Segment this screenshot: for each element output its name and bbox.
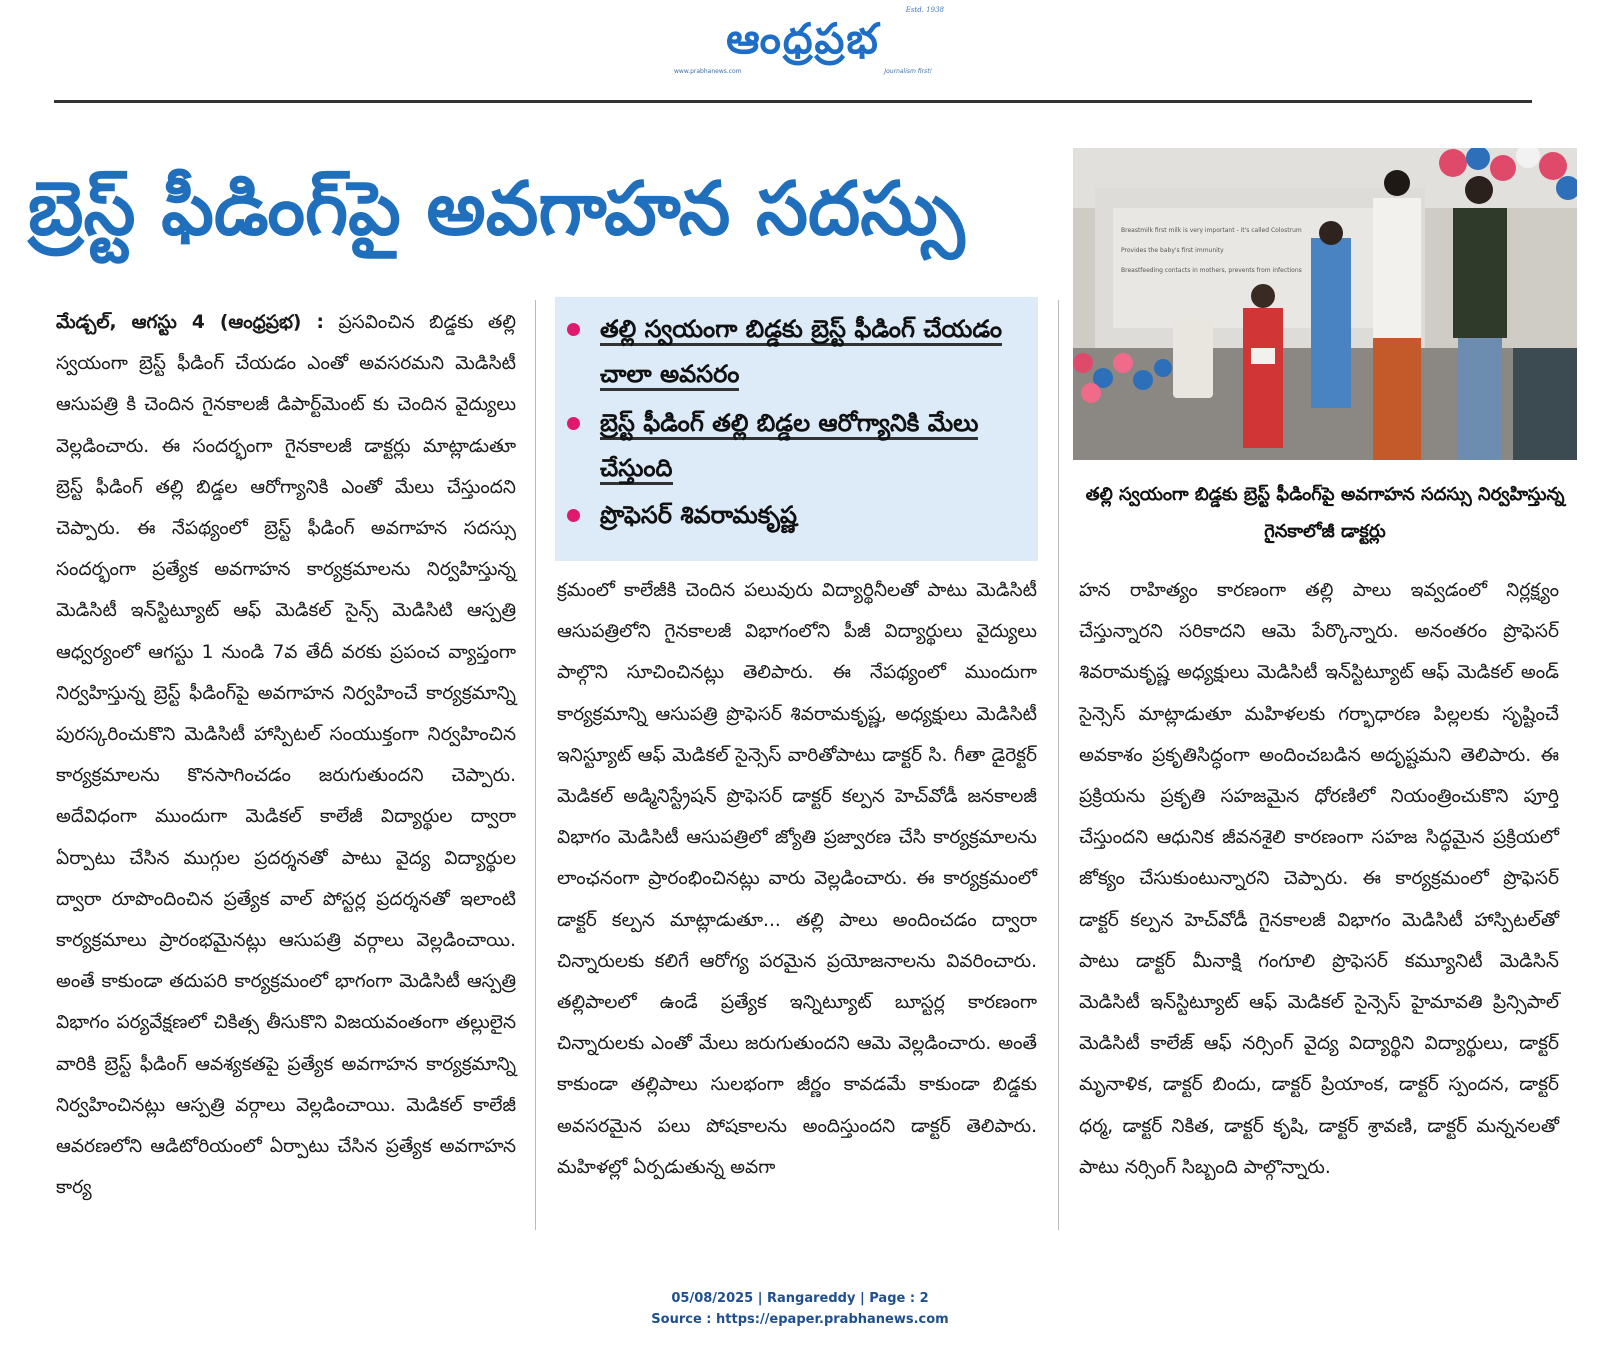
slide-line-1: Breastmilk first milk is very important - it's called Colostrum xyxy=(1121,227,1302,234)
article-text: క్రమంలో కాలేజీకి చెందిన పలువురు విద్యార్థినీలతో పాటు మెడిసిటీ ఆసుపత్రిలోని గైనకాలజీ విభాగంలోని పీజీ విద్యార్థులు వైద్యులు పాల్గొని సూచించినట్లు తెలిపారు. ఈ నేపథ్యంలో ముందుగా కార్యక్రమాన్ని ఆసుపత్రి ప్రొఫెసర్ శివరామకృష్ణ, అధ్యక్షులు మెడిసిటీ ఇనిస్ట్యూట్ ఆఫ్ మెడికల్ సైన్సెస్ వారితోపాటు డాక్టర్ సి. గీతా డైరెక్టర్ మెడికల్ అడ్మినిస్ట్రేషన్ ప్రొఫెసర్ డాక్టర్ కల్పన హెచ్‌వోడీ జనకాలజీ విభాగం మెడిసిటీ ఆసుపత్రిలో జ్యోతి ప్రజ్వారణ చేసి కార్యక్రమాలను లాంఛనంగా ప్రారంభించినట్లు వారు వెల్లడించారు. ఈ కార్యక్రమంలో డాక్టర్ కల్పన మాట్లాడుతూ... తల్లి పాలు అందించడం ద్వారా చిన్నారులకు కలిగే ఆరోగ్య పరమైన ప్రయోజనాలను వివరించారు. తల్లిపాలలో ఉండే ప్రత్యేక ఇన్నిట్యూట్ బూస్టర్ల కారణంగా చిన్నారులకు ఎంతో మేలు జరుగుతుందని ఆమె వెల్లడించారు. అంతే కాకుండా తల్లిపాలు సులభంగా జీర్ణం కావడమే కాకుండా బిడ్డకు అవసరమైన పలు పోషకాలను అందిస్తుందని డాక్టర్ తెలిపారు. మహిళల్లో ఏర్పడుతున్న అవగా xyxy=(557,580,1037,1178)
article-text: హన రాహిత్యం కారణంగా తల్లి పాలు ఇవ్వడంలో నిర్లక్ష్యం చేస్తున్నారని సరికాదని ఆమె పేర్కొన్నారు. అనంతరం ప్రొఫెసర్ శివరామకృష్ణ అధ్యక్షులు మెడిసిటీ ఇన్‌స్టిట్యూట్ ఆఫ్ మెడికల్ అండ్ సైన్సెస్ మాట్లాడుతూ మహిళలకు గర్భాధారణ పిల్లలకు సృష్టించే అవకాశం ప్రకృతిసిద్ధంగా అందించబడిన అదృష్టమని తెలిపారు. ఈ ప్రక్రియను ప్రకృతి సహజమైన ధోరణిలో నియంత్రించుకొని పూర్తి చేస్తుందని ఆధునిక జీవనశైలి కారణంగా సహజ సిద్ధమైన ప్రక్రియలో జోక్యం చేసుకుంటున్నారని చెప్పారు. ఈ కార్యక్రమంలో ప్రొఫెసర్ డాక్టర్ కల్పన హెచ్‌వోడీ గైనకాలజీ విభాగం మెడిసిటీ హాస్పిటల్‌తో పాటు డాక్టర్ మీనాక్షి గంగూలి ప్రొఫెసర్ కమ్యూనిటీ మెడిసిన్ మెడిసిటీ ఇన్‌స్టిట్యూట్ ఆఫ్ మెడికల్ సైన్సెస్ హైమావతి ప్రిన్సిపాల్ మెడిసిటీ కాలేజ్ ఆఫ్ నర్సింగ్ వైద్య విద్యార్థిని విద్యార్థులు, డాక్టర్ మృనాళిక, డాక్టర్ బిందు, డాక్టర్ ప్రియాంక, డాక్టర్ స్పందన, డాక్టర్ ధర్మ, డాక్టర్ నికిత, డాక్టర్ కృషి, డాక్టర్ శ్రావణి, డాక్టర్ మన్ననలతో పాటు నర్సింగ్ సిబ్బంది పాల్గొన్నారు. xyxy=(1079,580,1559,1178)
masthead-rule xyxy=(54,100,1532,103)
article-column-2 xyxy=(557,570,1037,1188)
bullet-icon xyxy=(567,509,580,522)
slide-line-2: Provides the baby's first immunity xyxy=(1121,247,1224,254)
masthead xyxy=(672,6,944,76)
footer xyxy=(0,1288,1600,1330)
highlight-text: బ్రెస్ట్ ఫీడింగ్ తల్లి బిడ్డల ఆరోగ్యానికి మేలు చేస్తుంది xyxy=(600,409,978,485)
column-divider xyxy=(535,300,536,1230)
column-divider xyxy=(1058,300,1059,1230)
masthead-site: www.prabhanews.com xyxy=(674,68,742,75)
footer-date-edition: 05/08/2025 | Rangareddy | Page : 2 xyxy=(671,1291,929,1306)
article-photo xyxy=(1073,148,1577,460)
article-column-3 xyxy=(1079,570,1559,1188)
article-text: ప్రసవించిన బిడ్డకు తల్లి స్వయంగా బ్రెస్ట్ ఫీడింగ్ చేయడం ఎంతో అవసరమని మెడిసిటీ ఆసుపత్రి కి చెందిన గైనకాలజీ డిపార్ట్‌మెంట్ కు చెందిన వైద్యులు వెల్లడించారు. ఈ సందర్భంగా గైనకాలజీ డాక్టర్లు మాట్లాడుతూ బ్రెస్ట్ ఫీడింగ్ తల్లి బిడ్డల ఆరోగ్యానికి ఎంతో మేలు చేస్తుందని చెప్పారు. ఈ నేపథ్యంలో బ్రెస్ట్ ఫీడింగ్ అవగాహన సదస్సు సందర్భంగా ప్రత్యేక అవగాహన కార్యక్రమాలను నిర్వహిస్తున్న మెడిసిటీ ఇన్‌స్టిట్యూట్ ఆఫ్ మెడికల్ సైన్స్ మెడిసిటి ఆస్పత్రి ఆధ్వర్యంలో ఆగస్టు 1 నుండి 7వ తేదీ వరకు ప్రపంచ వ్యాప్తంగా నిర్వహిస్తున్న బ్రెస్ట్ ఫీడింగ్‌పై అవగాహన నిర్వహించే కార్యక్రమాన్ని పురస్కరించుకొని మెడిసిటీ హాస్పిటల్ సంయుక్తంగా నిర్వహించిన కార్యక్రమాలను కొనసాగించడం జరుగుతుందని చెప్పారు. అదేవిధంగా ముందుగా మెడికల్ కాలేజీ విద్యార్థుల ద్వారా ఏర్పాటు చేసిన ముగ్గుల ప్రదర్శనతో పాటు వైద్య విద్యార్థుల ద్వారా రూపొందించిన ప్రత్యేక వాల్ పోస్టర్ల ప్రదర్శనతో ఇలాంటి కార్యక్రమాలు ప్రారంభమైనట్లు ఆసుపత్రి వర్గాలు వెల్లడించాయి. అంతే కాకుండా తదుపరి కార్యక్రమంలో భాగంగా మెడిసిటీ ఆస్పత్రి విభాగం పర్యవేక్షణలో చికిత్స తీసుకొని విజయవంతంగా తల్లులైన వారికి బ్రెస్ట్ ఫీడింగ్ ఆవశ్యకతపై ప్రత్యేక అవగాహన కార్యక్రమాన్ని నిర్వహించినట్లు ఆస్పత్రి వర్గాలు వెల్లడించాయి. మెడికల్ కాలేజీ ఆవరణలోని ఆడిటోరియంలో ఏర్పాటు చేసిన ప్రత్యేక అవగాహన కార్య xyxy=(56,312,516,1199)
highlight-text: తల్లి స్వయంగా బిడ్డకు బ్రెస్ట్ ఫీడింగ్ చేయడం చాలా అవసరం xyxy=(600,315,1002,391)
photo-caption: తల్లి స్వయంగా బిడ్డకు బ్రెస్ట్ ఫీడింగ్‌పై అవగాహన సదస్సు నిర్వహిస్తున్న గైనకాలోజీ డాక్టర్లు xyxy=(1085,484,1565,542)
photo-illustration xyxy=(1073,148,1577,460)
highlights-box xyxy=(555,297,1038,561)
article-column-1 xyxy=(56,302,516,1208)
masthead-logo: ఆంధ్రప్రభ xyxy=(726,14,880,63)
footer-source[interactable]: Source : https://epaper.prabhanews.com xyxy=(651,1312,949,1327)
bullet-icon xyxy=(567,323,580,336)
bullet-icon xyxy=(567,417,580,430)
highlight-text: ప్రొఫెసర్ శివరామకృష్ణ xyxy=(600,501,797,529)
masthead-tagline: Journalism first! xyxy=(884,68,932,75)
masthead-estd: Estd. 1938 xyxy=(905,6,944,14)
dateline: మేడ్చల్, ఆగస్టు 4 (ఆంధ్రప్రభ) : xyxy=(56,312,324,333)
slide-line-3: Breastfeeding contacts in mothers, prevents from infections xyxy=(1121,267,1302,274)
headline: బ్రెస్ట్ ఫీడింగ్‌పై అవగాహన సదస్సు xyxy=(28,166,965,252)
